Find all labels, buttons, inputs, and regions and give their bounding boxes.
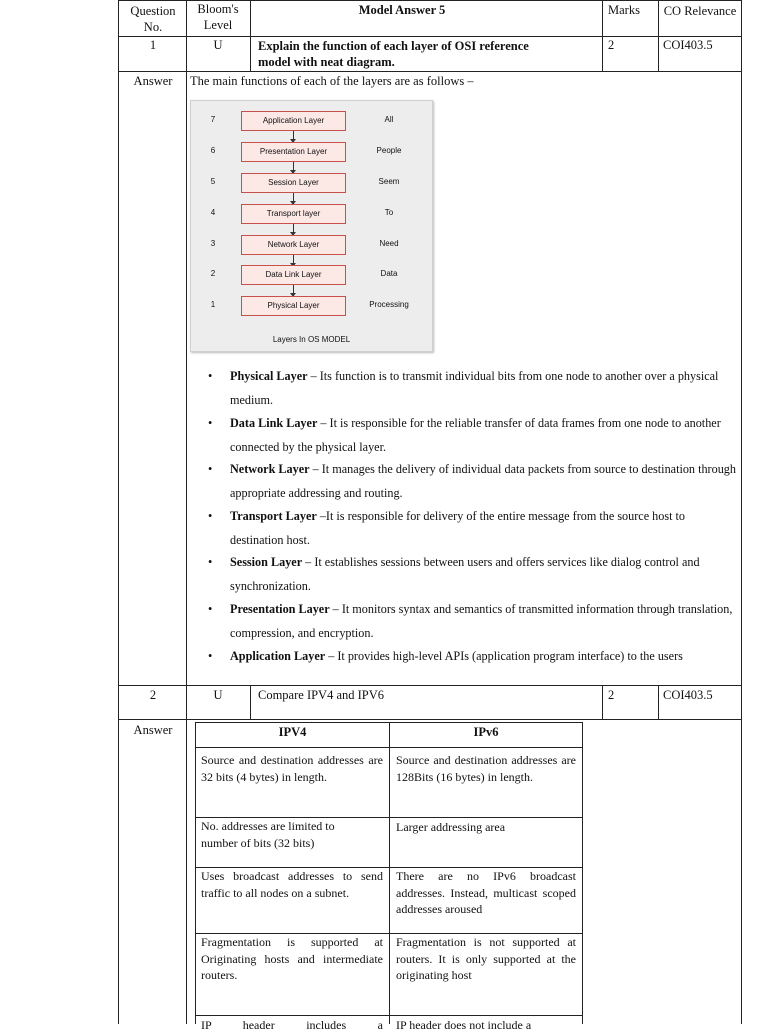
- bullet-text: – It establishes sessions between users and offers services like dialog control and synchronization.: [230, 555, 700, 593]
- col-divider-marks-q2: [602, 685, 603, 720]
- table-border-q2: [118, 719, 742, 720]
- layer-mnemonic: Need: [379, 239, 399, 248]
- bullet-data-link-layer: [208, 412, 740, 459]
- layer-box: Data Link Layer: [241, 265, 346, 285]
- down-arrow-icon: [293, 285, 294, 294]
- cmp-cell: No. addresses are limited to number of bits (32 bits): [201, 819, 335, 850]
- header-title: Model Answer 5: [358, 3, 446, 17]
- bullet-icon: •: [208, 649, 213, 663]
- header-question-no: Question No.: [130, 4, 176, 34]
- col-divider-question-q2: [250, 685, 251, 720]
- bullet-icon: •: [208, 509, 213, 523]
- layer-mnemonic: Processing: [369, 300, 409, 309]
- header-blooms-level: Bloom's Level: [197, 2, 239, 32]
- cmp-cell: Source and destination addresses are 128Bits (16 bytes) in length.: [396, 753, 576, 784]
- layer-box: Session Layer: [241, 173, 346, 193]
- layer-box: Network Layer: [241, 235, 346, 255]
- layer-box: Physical Layer: [241, 296, 346, 316]
- osi-layer-row: [191, 142, 432, 162]
- col-divider-question-header: [250, 0, 251, 72]
- bullet-text: – Its function is to transmit individual bits from one node to another over a physical medium.: [230, 369, 719, 407]
- col-divider-marks-header: [602, 0, 603, 72]
- q1-question: Explain the function of each layer of OSI reference model with neat diagram.: [258, 39, 529, 69]
- layer-mnemonic: People: [376, 146, 402, 155]
- bullet-network-layer: [208, 458, 740, 505]
- cmp-cell: Larger addressing area: [396, 820, 506, 834]
- layer-mnemonic: All: [384, 115, 394, 124]
- bullet-icon: •: [208, 462, 213, 476]
- cmp-cell: IP header does not include a: [396, 1018, 532, 1032]
- bullet-text: – It provides high-level APIs (application program interface) to the users: [325, 649, 683, 663]
- layer-number: 2: [210, 269, 216, 278]
- down-arrow-icon: [293, 131, 294, 140]
- q2-question: Compare IPV4 and IPV6: [258, 688, 385, 702]
- cmp-header-ipv6: IPv6: [473, 725, 499, 739]
- layer-mnemonic: To: [384, 208, 394, 217]
- layer-number: 7: [210, 115, 216, 124]
- down-arrow-icon: [293, 193, 294, 202]
- a1-label: Answer: [133, 74, 173, 88]
- q2-marks: 2: [608, 688, 615, 702]
- diagram-caption: Layers In OS MODEL: [272, 335, 351, 344]
- a2-label: Answer: [133, 723, 173, 737]
- cmp-table-border: [582, 722, 583, 1024]
- layer-number: 3: [210, 239, 216, 248]
- table-border-header: [118, 36, 742, 37]
- bullet-physical-layer: [208, 365, 740, 412]
- layer-number: 6: [210, 146, 216, 155]
- bullet-session-layer: [208, 551, 740, 598]
- cmp-cell: Uses broadcast addresses to send traffic to all nodes on a subnet.: [201, 869, 383, 900]
- bullet-term: Data Link Layer: [230, 416, 318, 430]
- layer-number: 5: [210, 177, 216, 186]
- layer-box: Application Layer: [241, 111, 346, 131]
- layer-box: Transport layer: [241, 204, 346, 224]
- down-arrow-icon: [293, 162, 294, 171]
- cmp-table-border: [195, 722, 196, 1024]
- bullet-text: – It monitors syntax and semantics of transmitted information through translation, compression, and encryption.: [230, 602, 733, 640]
- cmp-cell: There are no IPv6 broadcast addresses. Instead, multicast scoped addresses aroused: [396, 869, 576, 916]
- cmp-cell: IP header includes a: [201, 1018, 383, 1032]
- layer-number: 1: [210, 300, 216, 309]
- layer-mnemonic: Seem: [378, 177, 400, 186]
- layer-number: 4: [210, 208, 216, 217]
- col-divider-co-q2: [658, 685, 659, 720]
- bullet-term: Application Layer: [230, 649, 326, 663]
- down-arrow-icon: [293, 224, 294, 233]
- cmp-table-border: [389, 722, 390, 1024]
- table-border-q1: [118, 71, 742, 72]
- bullet-text: – It is responsible for the reliable transfer of data frames from one node to another connected by the physical layer.: [230, 416, 721, 454]
- osi-layer-row: [191, 296, 432, 316]
- bullet-term: Transport Layer: [230, 509, 317, 523]
- table-border-a1: [118, 685, 742, 686]
- osi-layer-row: [191, 265, 432, 285]
- col-divider-bloom: [186, 0, 187, 1024]
- bullet-icon: •: [208, 555, 213, 569]
- bullet-icon: •: [208, 369, 213, 383]
- q1-co: COI403.5: [663, 38, 713, 52]
- bullet-term: Session Layer: [230, 555, 303, 569]
- cmp-cell: Source and destination addresses are 32 bits (4 bytes) in length.: [201, 753, 383, 784]
- q2-level: U: [213, 688, 223, 702]
- osi-layer-row: [191, 235, 432, 255]
- header-marks: Marks: [608, 3, 640, 17]
- q1-marks: 2: [608, 38, 615, 52]
- cmp-cell: Fragmentation is supported at Originating hosts and intermediate routers.: [201, 935, 383, 982]
- bullet-transport-layer: [208, 505, 740, 552]
- osi-layer-row: [191, 204, 432, 224]
- layer-mnemonic: Data: [380, 269, 398, 278]
- bullet-text: –It is responsible for delivery of the entire message from the source host to destination host.: [230, 509, 686, 547]
- osi-layer-row: [191, 173, 432, 193]
- a1-intro: The main functions of each of the layers are as follows –: [190, 74, 474, 88]
- cmp-header-ipv4: IPV4: [278, 725, 307, 739]
- cmp-cell: Fragmentation is not supported at routers. It is only supported at the originating host: [396, 935, 576, 982]
- bullet-icon: •: [208, 416, 213, 430]
- q1-number: 1: [149, 38, 157, 52]
- bullet-text: – It manages the delivery of individual data packets from source to destination through appropriate addressing and routing.: [230, 462, 736, 500]
- down-arrow-icon: [293, 255, 294, 264]
- q1-level: U: [213, 38, 223, 52]
- bullet-term: Presentation Layer: [230, 602, 330, 616]
- osi-diagram: [190, 100, 433, 352]
- bullet-term: Network Layer: [230, 462, 310, 476]
- bullet-application-layer: [208, 645, 740, 669]
- table-left-border: [118, 0, 119, 1024]
- header-co-relevance: CO Relevance: [663, 4, 737, 18]
- osi-layer-row: [191, 111, 432, 131]
- q2-co: COI403.5: [663, 688, 713, 702]
- layer-box: Presentation Layer: [241, 142, 346, 162]
- bullet-icon: •: [208, 602, 213, 616]
- table-right-border: [741, 0, 742, 1024]
- q2-number: 2: [149, 688, 157, 702]
- bullet-term: Physical Layer: [230, 369, 308, 383]
- bullet-presentation-layer: [208, 598, 740, 645]
- col-divider-co-header: [658, 0, 659, 72]
